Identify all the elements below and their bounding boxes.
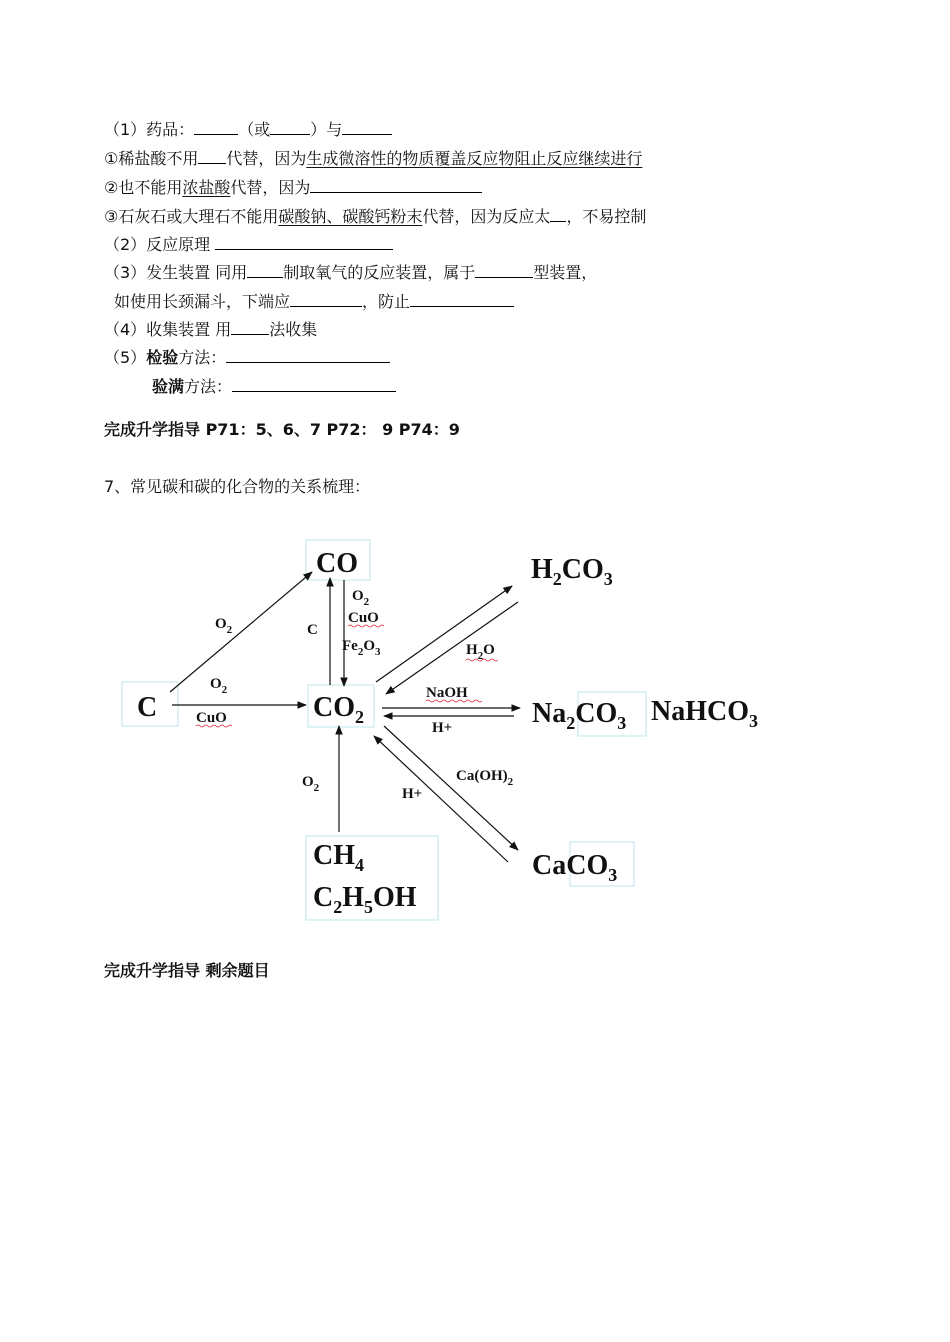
blank-reason-2[interactable] xyxy=(310,177,482,193)
answer-carbonates: 碳酸钠、碳酸钙粉末 xyxy=(278,207,423,226)
label-c-vertical: C xyxy=(307,622,318,638)
blank-full[interactable] xyxy=(232,376,396,392)
arrow-h2co3-to-co2 xyxy=(386,602,518,694)
line-dilute-hcl: ①稀盐酸不用 代替，因为生成微溶性的物质覆盖反应物阻止反应继续进行 xyxy=(104,149,643,168)
label-caoh2: $Ca(OH)_2$ xyxy=(456,768,514,788)
species-c2h5oh: $C_2H_5OH$ xyxy=(313,882,417,917)
label-hplus-naoh: H+ xyxy=(432,720,453,736)
blank-funnel-2[interactable] xyxy=(410,291,514,307)
line-collect: （4）收集装置 用 法收集 xyxy=(104,320,318,339)
blank-funnel-1[interactable] xyxy=(290,291,362,307)
label-fe2o3: $Fe_2O_3$ xyxy=(342,638,381,658)
line-test: （5）检验方法： xyxy=(104,347,390,369)
species-h2co3: $H_2CO_3$ xyxy=(531,554,613,589)
blank-collect[interactable] xyxy=(231,319,269,335)
blank-replace-1[interactable] xyxy=(198,148,226,164)
label-o2-horizontal: $O_2$ xyxy=(210,676,228,696)
line-full: 验满方法： xyxy=(152,376,396,398)
blank-drug-3[interactable] xyxy=(342,119,392,135)
label-naoh: NaOH xyxy=(426,685,468,701)
species-caco3: CaCO$_3$ xyxy=(532,850,618,885)
blank-drug-2[interactable] xyxy=(270,119,310,135)
line-conc-hcl: ②也不能用浓盐酸代替，因为 xyxy=(104,177,482,199)
line-principle: （2）反应原理 xyxy=(104,234,393,256)
line-limestone: ③石灰石或大理石不能用碳酸钠、碳酸钙粉末代替，因为反应太 ，不易控制 xyxy=(104,207,647,226)
label-o2-diagonal: $O_2$ xyxy=(215,616,233,636)
arrow-co2-to-h2co3 xyxy=(376,586,512,682)
label-cuo-vertical: CuO xyxy=(348,610,379,626)
species-co: CO xyxy=(316,548,358,579)
answer-reason-1: 生成微溶性的物质覆盖反应物阻止反应继续进行 xyxy=(306,149,643,168)
species-co2: $CO_2$ xyxy=(313,692,364,727)
label-o2-vertical: $O_2$ xyxy=(352,588,370,608)
carbon-relation-diagram xyxy=(0,530,950,950)
task-line-1: 完成升学指导 P71：5、6、7 P72： 9 P74：9 xyxy=(104,420,460,439)
section-7-title: 7、常见碳和碳的化合物的关系梳理： xyxy=(104,477,371,496)
blank-rate[interactable] xyxy=(550,206,566,222)
blank-drug-1[interactable] xyxy=(194,119,238,135)
label-h2o: $H_2O$ xyxy=(466,642,495,662)
blank-apparatus-2[interactable] xyxy=(475,262,533,278)
species-ch4: $CH_4$ xyxy=(313,840,364,875)
task-line-2: 完成升学指导 剩余题目 xyxy=(104,961,270,980)
label-hplus-caoh2: H+ xyxy=(402,786,423,802)
line-apparatus: （3）发生装置 同用 制取氧气的反应装置，属于 型装置， xyxy=(104,263,598,282)
label-o2-bottom: $O_2$ xyxy=(302,774,320,794)
blank-apparatus-1[interactable] xyxy=(247,262,283,278)
arrow-caco3-to-co2 xyxy=(374,736,508,862)
answer-conc-hcl: 浓盐酸 xyxy=(182,178,231,197)
blank-principle[interactable] xyxy=(215,234,393,250)
arrow-c-to-co xyxy=(170,572,312,692)
line-drugs: （1）药品： （或 ）与 xyxy=(104,119,392,141)
blank-test[interactable] xyxy=(226,347,390,363)
species-c: C xyxy=(137,692,158,723)
species-na2co3: $Na_2CO_3$ xyxy=(532,698,627,733)
species-nahco3: NaHCO$_3$ xyxy=(651,696,758,731)
line-funnel: 如使用长颈漏斗，下端应 ，防止 xyxy=(114,291,514,313)
label-cuo-horizontal: CuO xyxy=(196,710,227,726)
